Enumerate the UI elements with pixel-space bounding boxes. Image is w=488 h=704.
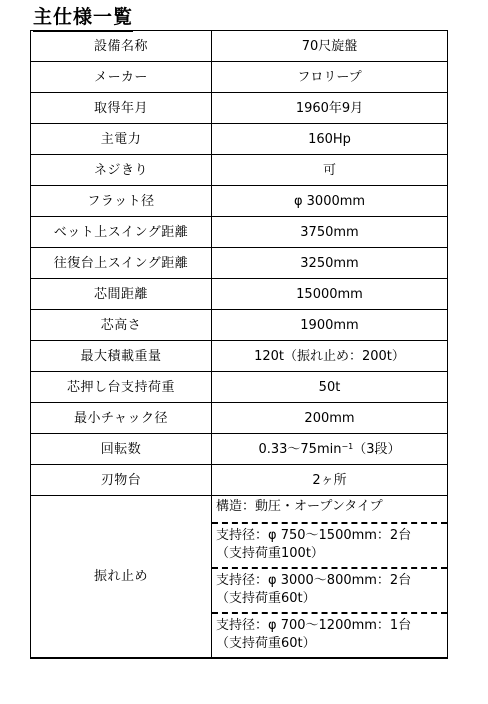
row-value: 70尺旋盤 [212,31,448,62]
steady-rest-load: （支持荷重100t） [216,546,324,561]
row-value: 15000mm [212,279,448,310]
row-label: ネジきり [31,155,212,186]
row-value: 可 [212,155,448,186]
row-value: フロリープ [212,62,448,93]
steady-rest-item [212,612,447,657]
row-label: 最小チャック径 [31,403,212,434]
steady-rest-diameter: 支持径：φ 3000～800mm：2台 [216,573,412,588]
steady-rest-diameter: 支持径：φ 700～1200mm：1台 [216,618,412,633]
table-row [31,155,448,186]
table-row [31,341,448,372]
row-label: 往復台上スイング距離 [31,248,212,279]
row-label: ベット上スイング距離 [31,217,212,248]
row-label: 芯高さ [31,310,212,341]
steady-rest-structure: 構造：動圧・オープンタイプ [216,499,383,514]
row-label: 芯押し台支持荷重 [31,372,212,403]
table-row [31,434,448,465]
row-label: 回転数 [31,434,212,465]
page-title: 主仕様一覧 [33,4,133,32]
row-label: フラット径 [31,186,212,217]
table-row [31,62,448,93]
rpm-value: 0.33～75min [258,441,342,457]
steady-rest-item [212,567,447,612]
steady-rest-load: （支持荷重60t） [216,591,316,606]
table-row [31,186,448,217]
row-label: 設備名称 [31,31,212,62]
steady-rest-details [212,496,448,659]
row-label: 刃物台 [31,465,212,496]
row-value: 2ヶ所 [212,465,448,496]
row-label: 主電力 [31,124,212,155]
table-row [31,465,448,496]
row-value: 160Hp [212,124,448,155]
table-row [31,372,448,403]
steady-rest-load: （支持荷重60t） [216,636,316,651]
rpm-exponent: −1 [341,441,354,451]
row-label: 振れ止め [31,496,212,659]
row-value: 1960年9月 [212,93,448,124]
table-row [31,248,448,279]
table-row [31,310,448,341]
table-row [31,217,448,248]
row-label: 最大積載重量 [31,341,212,372]
steady-rest-diameter: 支持径：φ 750～1500mm：2台 [216,528,412,543]
table-row [31,93,448,124]
steady-rest-item [212,522,447,567]
row-label: 取得年月 [31,93,212,124]
row-value: 200mm [212,403,448,434]
table-row [31,31,448,62]
row-value: 120t（振れ止め：200t） [212,341,448,372]
row-label: 芯間距離 [31,279,212,310]
row-label: メーカー [31,62,212,93]
row-value: 1900mm [212,310,448,341]
rpm-steps: （3段） [353,441,401,457]
row-value: 50t [212,372,448,403]
row-value: φ 3000mm [212,186,448,217]
table-row [31,124,448,155]
row-value: 3250mm [212,248,448,279]
table-row [31,403,448,434]
row-value: 3750mm [212,217,448,248]
spec-table [30,30,448,659]
row-value [212,434,448,465]
table-row [31,279,448,310]
table-row-steady-rest [31,496,448,659]
